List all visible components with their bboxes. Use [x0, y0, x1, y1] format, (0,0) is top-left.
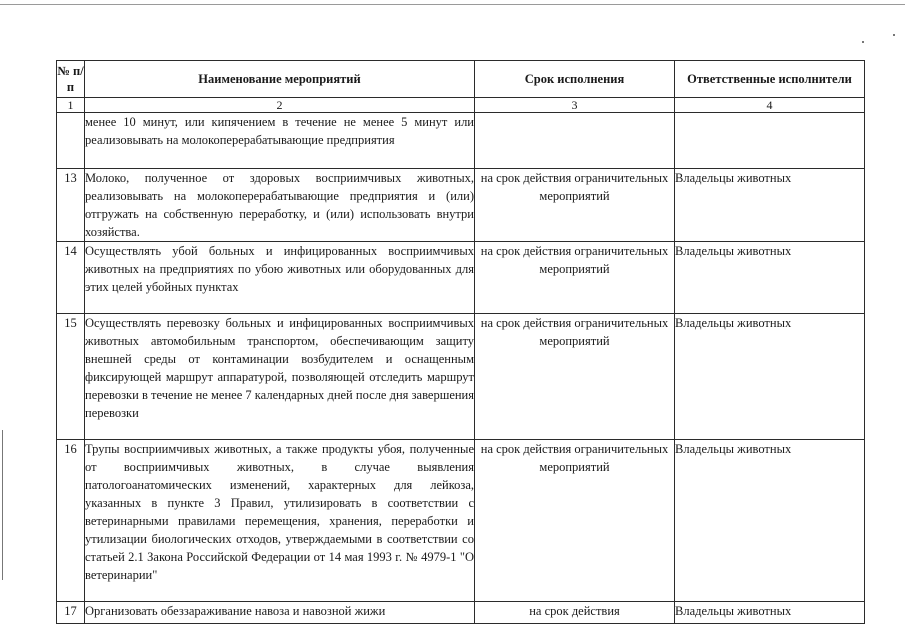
row-responsible: Владельцы животных: [675, 242, 865, 314]
scan-speck: [893, 34, 895, 36]
header-term: Срок исполнения: [475, 61, 675, 98]
row-term: на срок действия: [475, 602, 675, 624]
column-number-row: [57, 98, 865, 113]
row-responsible: Владельцы животных: [675, 169, 865, 242]
row-term: на срок действия ограничительных мероприятий: [475, 440, 675, 602]
column-number: 2: [85, 98, 475, 113]
row-measure: Молоко, полученное от здоровых восприимчивых животных, реализовывать на молокоперерабатывающие предприятия и (или) отгружать на собственную переработку, и (или) использовать внутри хозяйства.: [85, 169, 475, 242]
scan-speck: [862, 41, 864, 43]
column-number: 3: [475, 98, 675, 113]
header-num: № п/п: [57, 61, 85, 98]
row-number: 13: [57, 169, 85, 242]
row-term: на срок действия ограничительных мероприятий: [475, 242, 675, 314]
table-row: [57, 169, 865, 242]
measures-table: [56, 60, 865, 624]
row-measure: менее 10 минут, или кипячением в течение не менее 5 минут или реализовывать на молокоперерабатывающие предприятия: [85, 113, 475, 169]
row-number: 15: [57, 314, 85, 440]
table-row: [57, 440, 865, 602]
column-number: 4: [675, 98, 865, 113]
row-responsible: [675, 113, 865, 169]
row-measure: Осуществлять перевозку больных и инфицированных восприимчивых животных автомобильным транспортом, обеспечивающим защиту внешней среды от контаминации возбудителем и оснащенным фиксирующей маршрут аппаратурой, позволяющей отследить маршрут перевозки в течение не менее 7 календарных дней после дня завершения перевозки: [85, 314, 475, 440]
row-measure: Трупы восприимчивых животных, а также продукты убоя, полученные от восприимчивых животных, в случае выявления патологоанатомических изменений, характерных для лейкоза, указанных в пункте 3 Правил, утилизировать в соответствии с ветеринарными правилами перемещения, хранения, переработки и утилизации биологических отходов, утверждаемыми в соответствии со статьей 2.1 Закона Российской Федерации от 14 мая 1993 г. № 4979-1 "О ветеринарии": [85, 440, 475, 602]
row-number: 16: [57, 440, 85, 602]
row-responsible: Владельцы животных: [675, 440, 865, 602]
row-number: 17: [57, 602, 85, 624]
header-name: Наименование мероприятий: [85, 61, 475, 98]
scan-top-edge: [0, 4, 905, 5]
table-header-row: [57, 61, 865, 98]
table-row: [57, 602, 865, 624]
column-number: 1: [57, 98, 85, 113]
row-number: [57, 113, 85, 169]
row-measure: Осуществлять убой больных и инфицированных восприимчивых животных на предприятиях по убою животных или оборудованных для этих целей убойных пунктах: [85, 242, 475, 314]
table-row: [57, 242, 865, 314]
row-term: [475, 113, 675, 169]
row-measure: Организовать обеззараживание навоза и навозной жижи: [85, 602, 475, 624]
table-row: [57, 113, 865, 169]
row-term: на срок действия ограничительных мероприятий: [475, 169, 675, 242]
row-term: на срок действия ограничительных мероприятий: [475, 314, 675, 440]
row-responsible: Владельцы животных: [675, 602, 865, 624]
row-number: 14: [57, 242, 85, 314]
table-row: [57, 314, 865, 440]
scan-left-mark: [2, 430, 3, 580]
row-responsible: Владельцы животных: [675, 314, 865, 440]
header-resp: Ответственные исполнители: [675, 61, 865, 98]
